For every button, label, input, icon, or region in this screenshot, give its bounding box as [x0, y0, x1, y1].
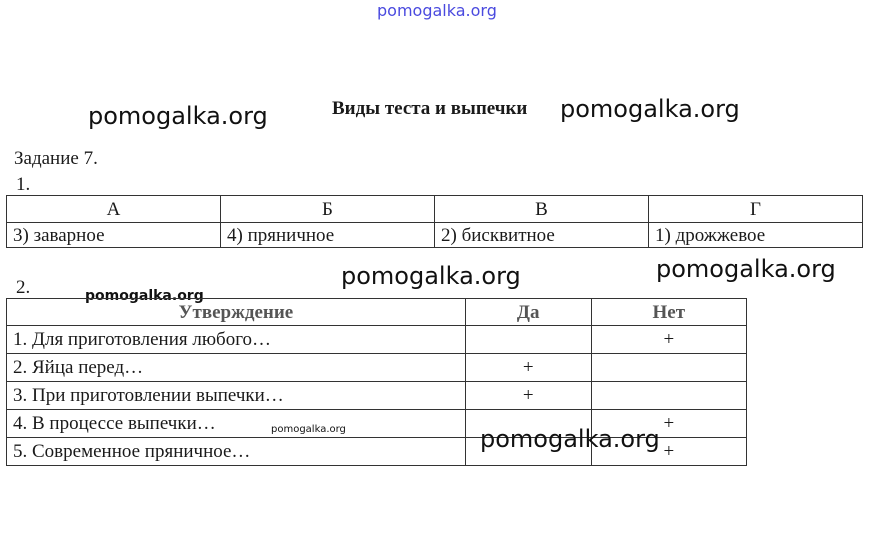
- statement-cell: 1. Для приготовления любого…: [7, 326, 466, 354]
- table-header-row: [7, 299, 747, 326]
- no-cell: [591, 354, 746, 382]
- watermark-left: pomogalka.org: [88, 102, 268, 130]
- watermark-top: pomogalka.org: [377, 1, 497, 20]
- statement-cell: 5. Современное пряничное…: [7, 438, 466, 466]
- statement-cell: 4. В процессе выпечки…: [7, 410, 466, 438]
- table-cell: 1) дрожжевое: [649, 223, 863, 248]
- watermark-right: pomogalka.org: [656, 255, 836, 283]
- part2-label: 2.: [16, 277, 31, 298]
- answer-table-1: [6, 195, 863, 248]
- table-header-row: [7, 196, 863, 223]
- table-cell: 4) пряничное: [221, 223, 435, 248]
- no-cell: +: [591, 326, 746, 354]
- table-header-g: Г: [649, 196, 863, 223]
- table-cell: 2) бисквитное: [435, 223, 649, 248]
- table-row: [7, 223, 863, 248]
- page-title: Виды теста и выпечки: [332, 98, 528, 119]
- table-header-yes: Да: [465, 299, 591, 326]
- watermark-bottom: pomogalka.org: [480, 425, 660, 453]
- no-cell: [591, 382, 746, 410]
- table-header-no: Нет: [591, 299, 746, 326]
- table-row: [7, 382, 747, 410]
- table-header-statement: Утверждение: [7, 299, 466, 326]
- watermark-title-right: pomogalka.org: [560, 95, 740, 123]
- part1-label: 1.: [16, 174, 31, 195]
- watermark-middle: pomogalka.org: [341, 262, 521, 290]
- yes-cell: +: [465, 382, 591, 410]
- table-row: [7, 354, 747, 382]
- no-cell: +: [591, 410, 746, 438]
- table-row: [7, 326, 747, 354]
- yes-cell: +: [465, 354, 591, 382]
- statement-cell: 2. Яйца перед…: [7, 354, 466, 382]
- table-cell: 3) заварное: [7, 223, 221, 248]
- statement-cell: 3. При приготовлении выпечки…: [7, 382, 466, 410]
- watermark-tiny: pomogalka.org: [271, 424, 346, 435]
- watermark-small: pomogalka.org: [85, 288, 204, 304]
- yes-cell: [465, 326, 591, 354]
- no-cell: +: [591, 438, 746, 466]
- table-header-b: Б: [221, 196, 435, 223]
- task-label: Задание 7.: [14, 148, 98, 169]
- table-header-a: А: [7, 196, 221, 223]
- table-header-v: В: [435, 196, 649, 223]
